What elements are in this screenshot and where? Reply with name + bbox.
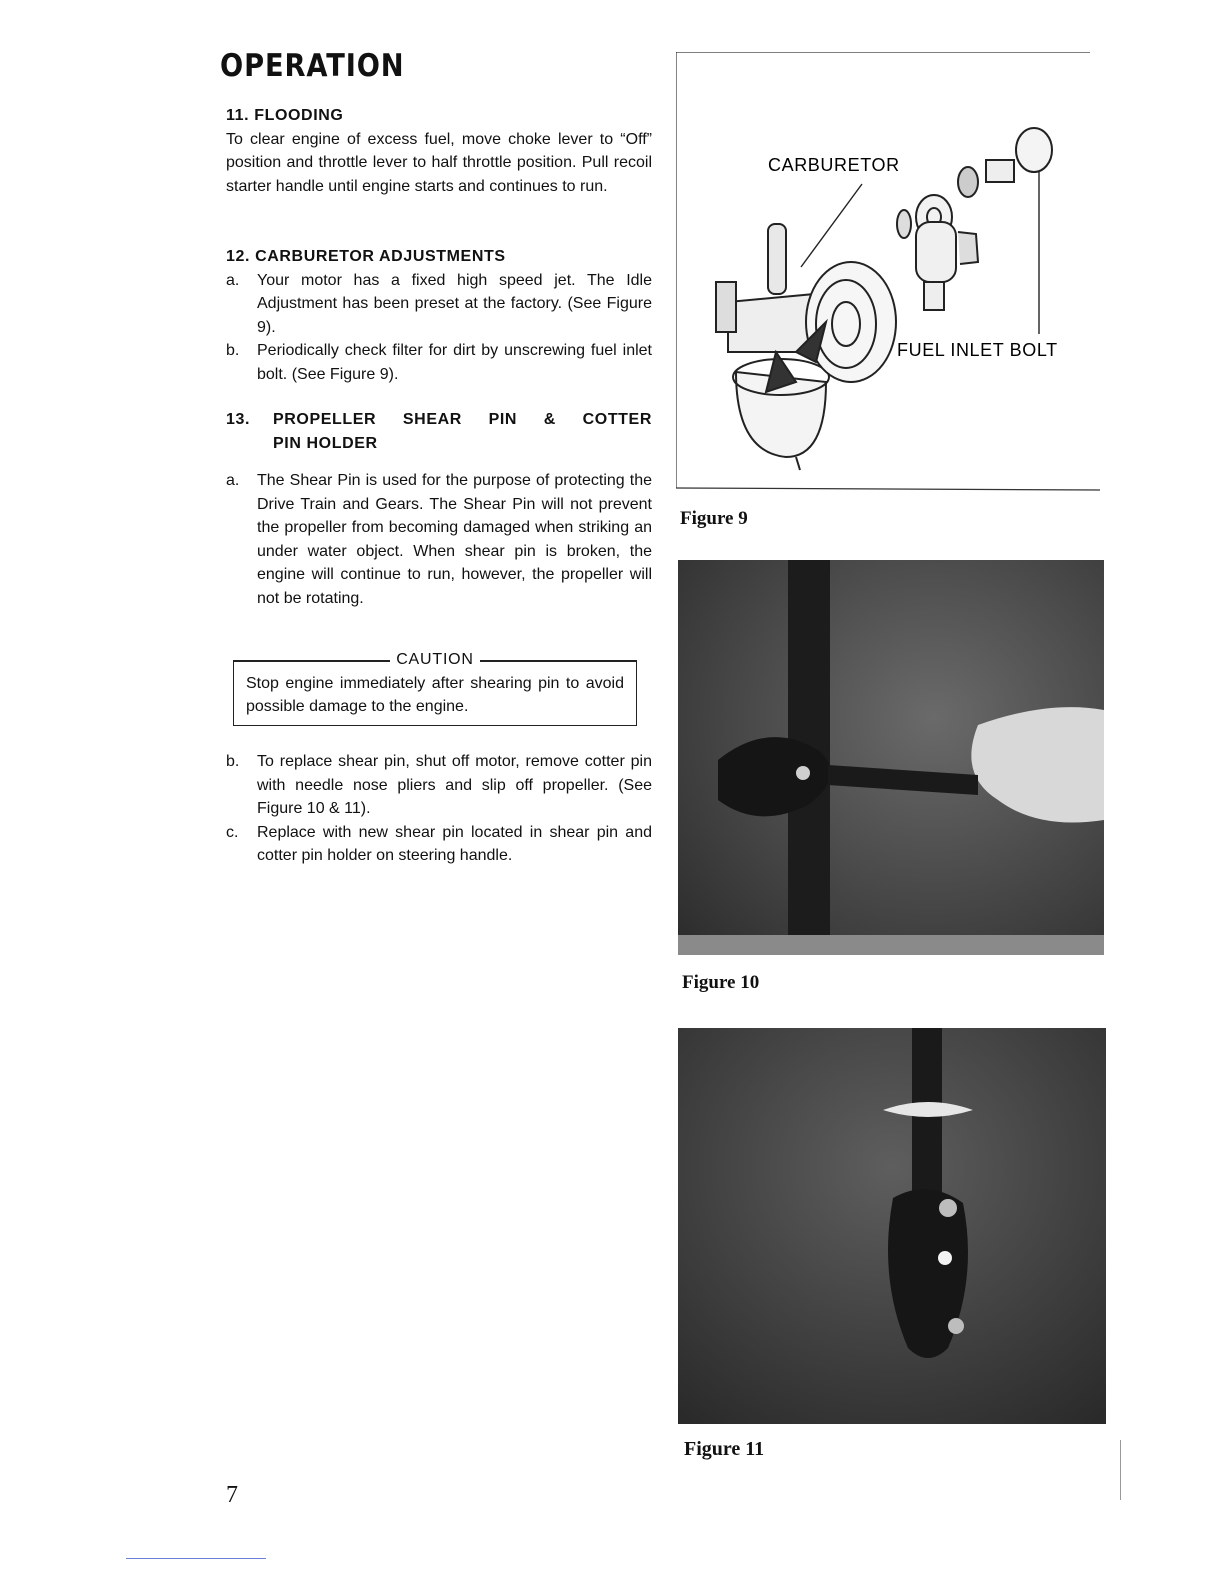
propeller-item-a [226,469,652,610]
label-carburetor: CARBURETOR [768,155,900,175]
label-fuel-inlet-bolt: FUEL INLET BOLT [897,340,1058,360]
section-flooding [226,104,652,198]
carburetor-item-b [226,339,652,386]
item-marker: c. [226,823,239,841]
section-heading-carburetor: 12. CARBURETOR ADJUSTMENTS [226,248,506,265]
scan-underline [126,1558,266,1559]
page-title: OPERATION [220,48,405,84]
figure-10-photo [678,560,1104,955]
caution-box [233,651,637,726]
section-heading-propeller [226,408,652,455]
figure-10-caption: Figure 10 [682,972,760,993]
item-text: The Shear Pin is used for the purpose of protecting the Drive Train and Gears. The Shear Pin will not prevent the propeller from becoming damaged when striking an under water object. When shear pin is broken, the engine will continue to run, however, the propeller will not be rotating. [257,472,652,607]
caution-text: Stop engine immediately after shearing pin to avoid possible damage to the engine. [246,675,624,715]
propeller-item-c [226,821,652,868]
section-number: 13. [226,411,251,428]
section-propeller-steps [226,750,652,868]
section-propeller-shear-pin [226,408,652,610]
figure-9-diagram [676,52,1100,492]
figure-9-caption: Figure 9 [680,508,748,529]
propeller-item-b [226,750,652,821]
item-marker: a. [226,271,240,289]
item-marker: b. [226,342,240,359]
item-text: To replace shear pin, shut off motor, remove cotter pin with needle nose pliers and slip off propeller. (See Figure 10 & 11). [257,753,652,817]
carburetor-item-a [226,269,652,340]
item-text: Replace with new shear pin located in shear pin and cotter pin holder on steering handle. [257,823,652,864]
heading-line-2: PIN HOLDER [273,434,378,452]
section-heading-flooding: 11. FLOODING [226,107,344,124]
caution-title: CAUTION [234,649,636,671]
flooding-paragraph: To clear engine of excess fuel, move choke lever to “Off” position and throttle lever to half throttle position. Pull recoil starter handle until engine starts and continues to run. [226,130,652,195]
fuel-inlet-parts [897,128,1052,310]
figure-11-photo [678,1028,1106,1424]
item-text: Your motor has a fixed high speed jet. The Idle Adjustment has been preset at the factory. (See Figure 9). [257,271,652,336]
scan-mark [1120,1440,1121,1500]
item-marker: a. [226,472,240,489]
figure-11-caption: Figure 11 [684,1438,765,1460]
section-carburetor-adjustments [226,245,652,386]
carburetor-diagram [676,52,1100,492]
item-text: Periodically check filter for dirt by unscrewing fuel inlet bolt. (See Figure 9). [257,342,652,383]
page-number: 7 [226,1482,238,1508]
item-marker: b. [226,753,240,770]
heading-line-1: PROPELLER SHEAR PIN & COTTER [273,411,652,428]
